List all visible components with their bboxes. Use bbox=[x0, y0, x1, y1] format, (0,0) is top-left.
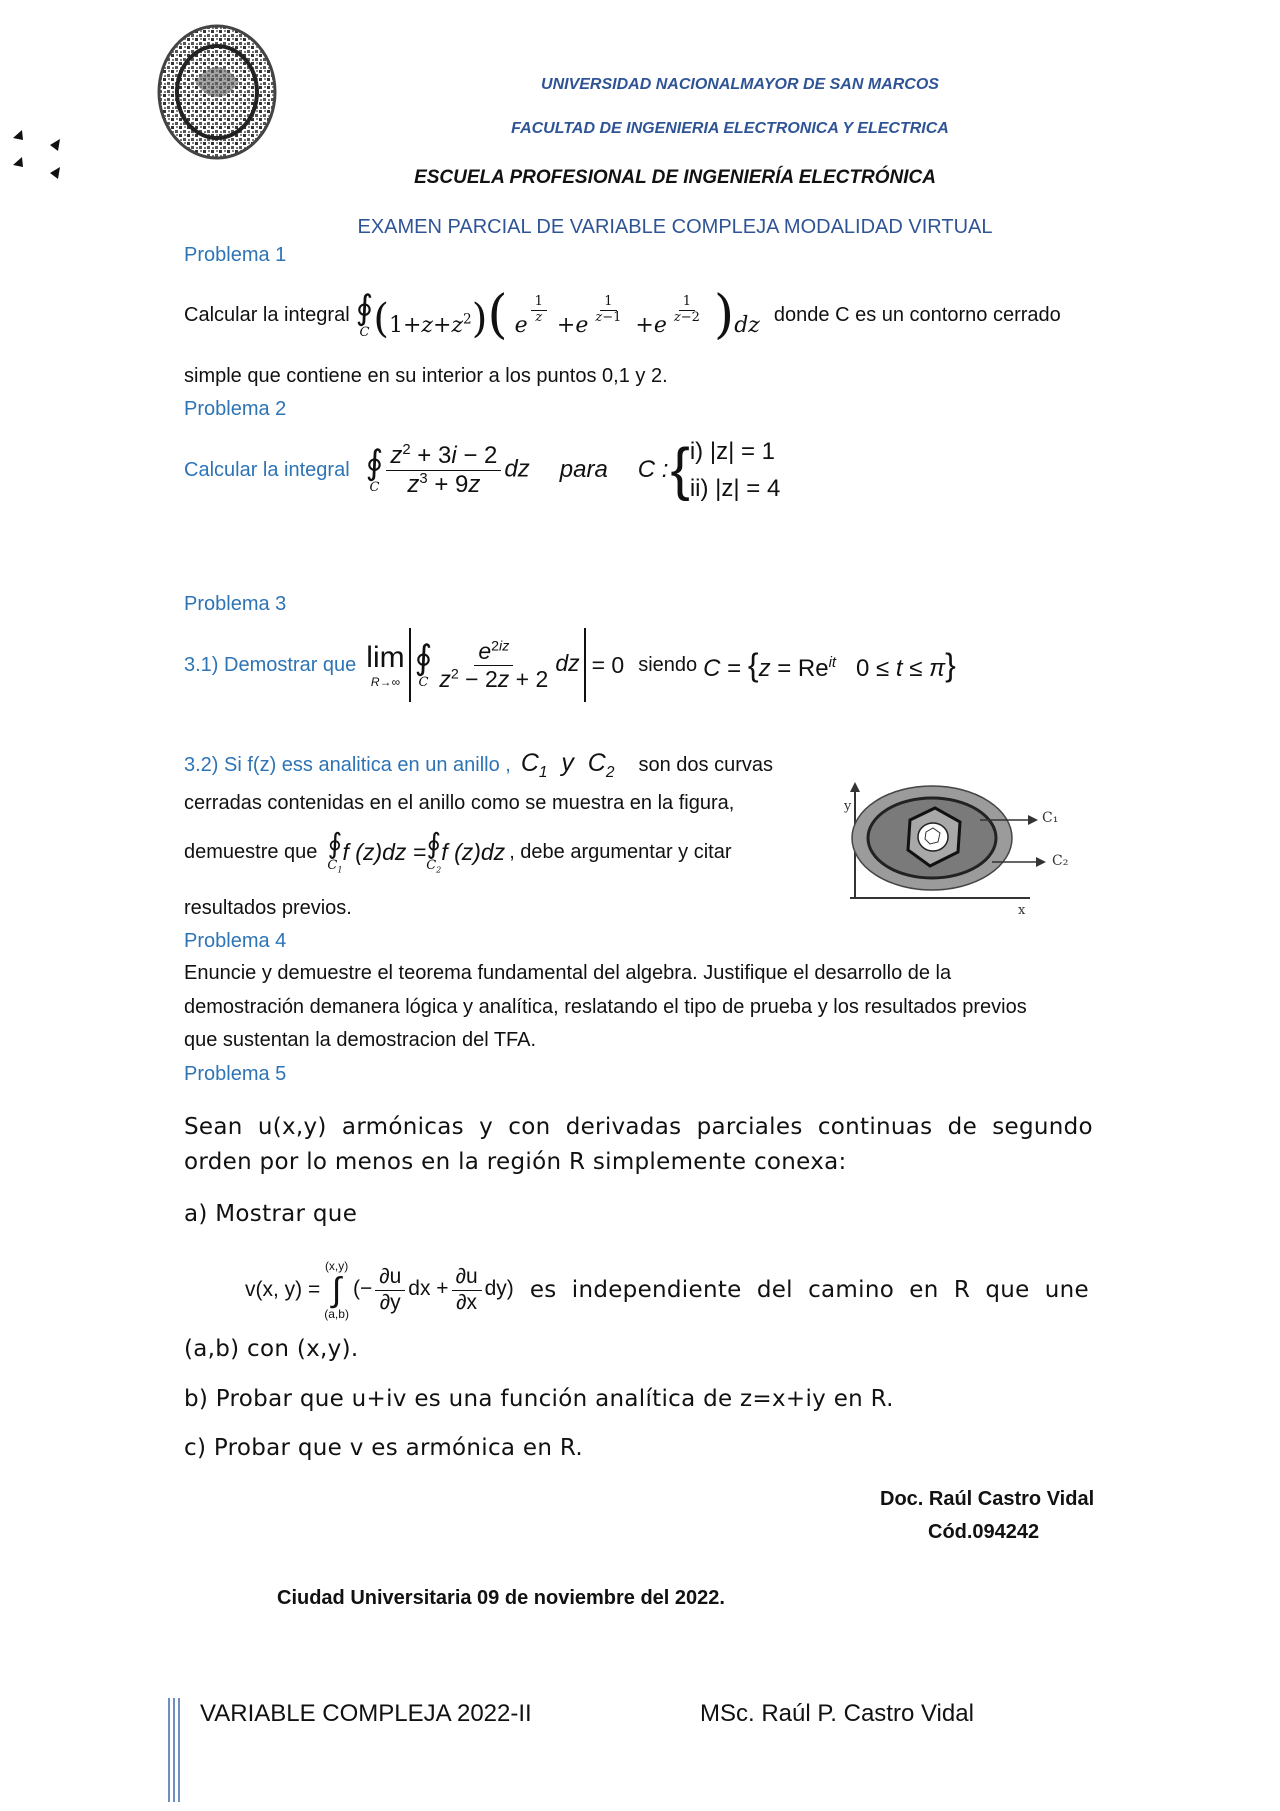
limit-symbol: lim R→∞ bbox=[366, 641, 405, 689]
problem2-integrand: $\frac{z^2 + 3i - 2}{z^3 + 9z}$ dz bbox=[383, 442, 529, 498]
university-name: UNIVERSIDAD NACIONALMAYOR DE SAN MARCOS bbox=[541, 76, 939, 93]
problem3-2-lead: 3.2) Si f(z) ess analitica en un anillo , bbox=[184, 753, 511, 776]
problem5-part-b: b) Probar que u+iv es una función analítica de z=x+iy en R. bbox=[184, 1386, 894, 1412]
problem3-2-tail2: , debe argumentar y citar bbox=[509, 840, 732, 863]
problem1-title: Problema 1 bbox=[184, 244, 287, 266]
problem4-line1: Enuncie y demuestre el teorema fundamental del algebra. Justifique el desarrollo de la bbox=[184, 962, 952, 984]
school-name: ESCUELA PROFESIONAL DE INGENIERÍA ELECTRÓNICA bbox=[414, 167, 936, 188]
problem3-1-lead: 3.1) Demostrar que bbox=[184, 653, 357, 676]
problem3-2-line3: demuestre que ∮ $C_1$ f (z)dz = ∮ $C_2$ f (z)dz , debe argumentar y citar bbox=[184, 826, 732, 875]
problem2-statement bbox=[184, 430, 780, 510]
figure-y-label: y bbox=[844, 799, 852, 814]
footer-course: VARIABLE COMPLEJA 2022-II bbox=[200, 1700, 532, 1727]
problem3-2-line4: resultados previos. bbox=[184, 897, 352, 919]
curves-c1-c2: $C_1$ y $C_2$ bbox=[520, 748, 615, 781]
problem1-statement bbox=[184, 275, 1061, 355]
problem2-cases bbox=[690, 433, 781, 507]
problem3-title: Problema 3 bbox=[184, 593, 287, 615]
annulus-figure bbox=[830, 780, 1090, 920]
footer-rule bbox=[168, 1698, 182, 1802]
problem1-integrand: $(1+z+z^2)$( e $^{\frac{1}{z}}$ +e $^{\frac{1}{z-1}}$ +e $^{\frac{1}{z-2}}$ )dz bbox=[373, 285, 760, 345]
problem3-2-line2: cerradas contenidas en el anillo como se muestra en la figura, bbox=[184, 792, 735, 814]
contour-c-label: C : bbox=[637, 456, 669, 483]
place-date: Ciudad Universitaria 09 de noviembre del 2022. bbox=[277, 1587, 725, 1609]
case-ii: ii) |z| = 4 bbox=[689, 475, 781, 502]
contour-definition: $C = \{z = Re^{it}$ 0 ≤ t ≤ π} bbox=[703, 646, 956, 683]
problem2-para: para bbox=[559, 456, 608, 483]
problem3-2-line1 bbox=[184, 745, 773, 785]
figure-c1-label: C₁ bbox=[1042, 810, 1059, 826]
problem5-intro2: orden por lo menos en la región R simplemente conexa: bbox=[184, 1149, 847, 1175]
problem5-a-end: (a,b) con (x,y). bbox=[184, 1336, 359, 1362]
problem3-2-tail: son dos curvas bbox=[638, 753, 773, 776]
contour-integral-symbol: ∮ C bbox=[365, 442, 384, 495]
signature-code: Cód.094242 bbox=[928, 1521, 1040, 1543]
problem2-title: Problema 2 bbox=[184, 398, 287, 420]
figure-x-label: x bbox=[1018, 903, 1026, 918]
exam-title: EXAMEN PARCIAL DE VARIABLE COMPLEJA MODALIDAD VIRTUAL bbox=[357, 216, 993, 238]
problem4-line3: que sustentan la demostracion del TFA. bbox=[184, 1029, 537, 1051]
problem4-line2: demostración demanera lógica y analítica, reslatando el tipo de prueba y los resultados previos bbox=[184, 996, 1027, 1018]
problem5-formula: v(x, y) = (x,y) ∫ (a,b) (− $\frac{\partial u}{\partial y}$ dx + $\frac{\partial u}{\partial x}$ dy) es independiente del camino en R que une bbox=[245, 1259, 1089, 1321]
problem5-a-tail: es independiente del camino en R que une bbox=[529, 1277, 1089, 1303]
brace: { bbox=[670, 437, 690, 502]
problem1-lead: Calcular la integral bbox=[184, 303, 350, 326]
signature-name: Doc. Raúl Castro Vidal bbox=[880, 1488, 1095, 1510]
contour-integral-symbol: ∮ C bbox=[355, 287, 374, 340]
problem5-title: Problema 5 bbox=[184, 1063, 287, 1085]
problem5-part-c: c) Probar que v es armónica en R. bbox=[184, 1435, 583, 1461]
problem5-part-a: a) Mostrar que bbox=[184, 1201, 358, 1227]
absolute-value: ∮ C $\frac{e^{2iz}}{z^2 - 2z + 2}$ dz bbox=[409, 628, 586, 702]
problem2-lead: Calcular la integral bbox=[184, 458, 350, 481]
problem1-tail: donde C es un contorno cerrado bbox=[773, 303, 1061, 326]
footer-author: MSc. Raúl P. Castro Vidal bbox=[700, 1700, 974, 1727]
problem3-1-statement: 3.1) Demostrar que lim R→∞ ∮ C $\frac{e^{2iz}}{z^2 - 2z + 2}$ dz = 0 siendo $C = \{z = Re^{it}$ 0 ≤ t ≤ π} bbox=[184, 625, 956, 705]
problem4-title: Problema 4 bbox=[184, 930, 287, 952]
problem5-intro1: Sean u(x,y) armónicas y con derivadas parciales continuas de segundo bbox=[184, 1114, 1093, 1140]
problem3-2-demuestre: demuestre que bbox=[184, 840, 318, 863]
integral-symbol: (x,y) ∫ (a,b) bbox=[324, 1259, 349, 1321]
problem3-1-siendo: siendo bbox=[638, 653, 698, 676]
figure-c2-label: C₂ bbox=[1052, 853, 1069, 869]
case-i: i) |z| = 1 bbox=[689, 437, 776, 465]
problem1-line2: simple que contiene en su interior a los puntos 0,1 y 2. bbox=[184, 365, 668, 387]
faculty-name: FACULTAD DE INGENIERIA ELECTRONICA Y ELECTRICA bbox=[511, 120, 949, 137]
